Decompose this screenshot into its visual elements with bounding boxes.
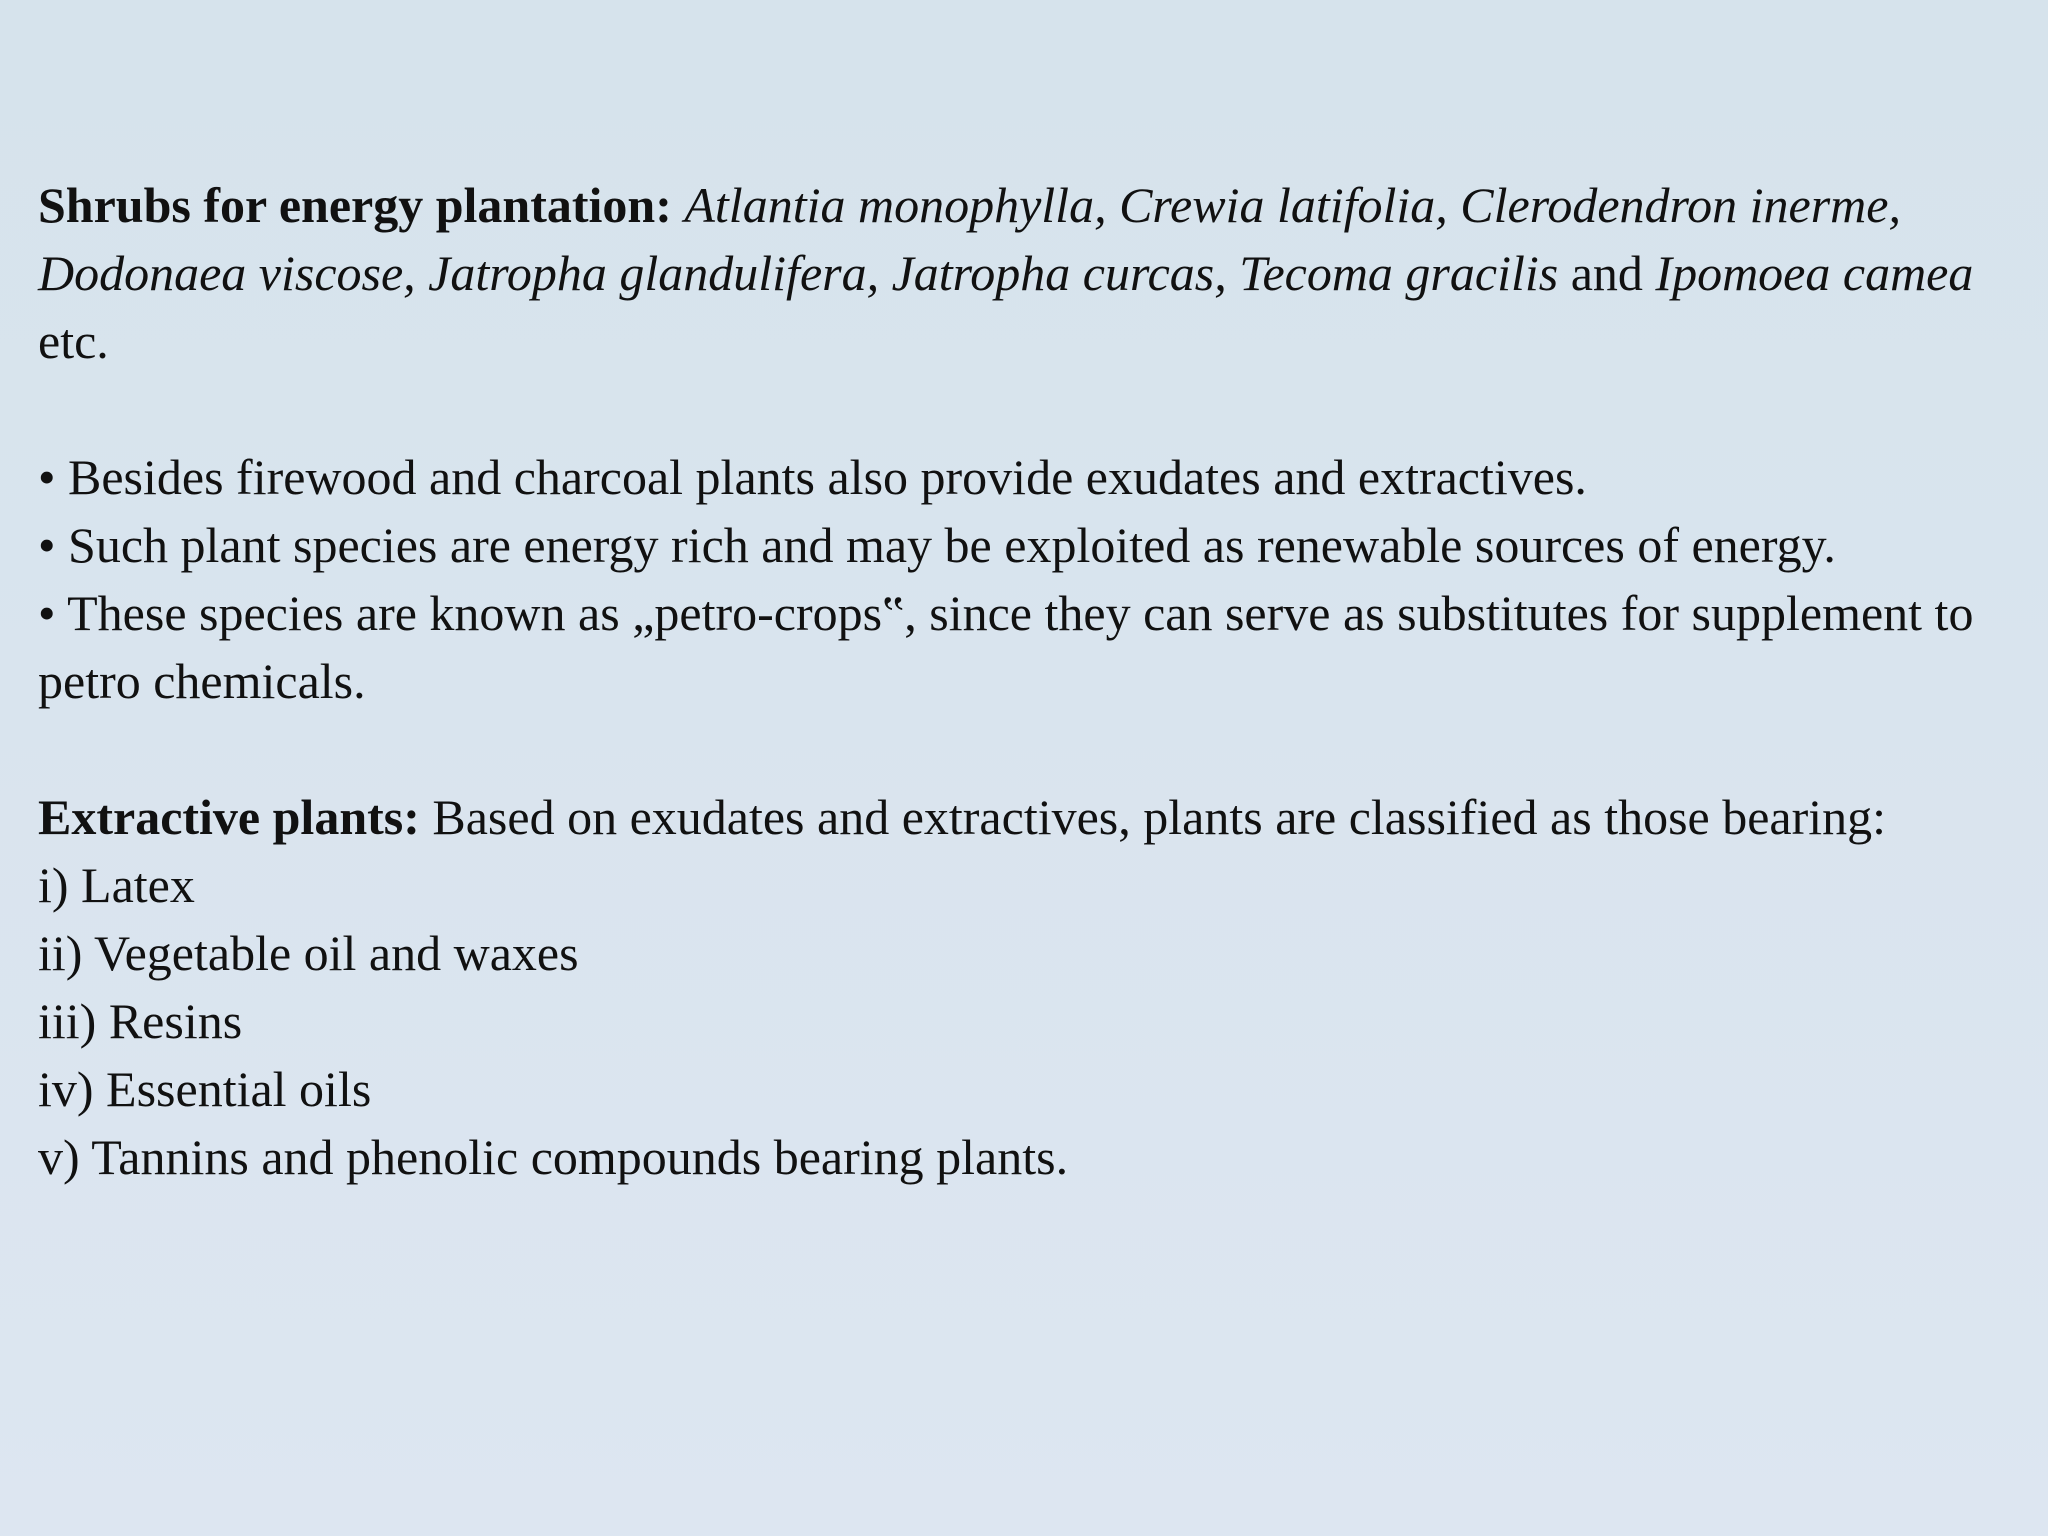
extractive-intro: Based on exudates and extractives, plants are classified as those bearing: [432,789,1887,845]
shrubs-heading: Shrubs for energy plantation: [38,177,672,233]
bullet-text: Such plant species are energy rich and may be exploited as renewable sources of energy. [68,517,1836,573]
spacer [38,375,1998,443]
bullet-text: Besides firewood and charcoal plants also provide exudates and extractives. [68,449,1587,505]
bullet-icon: • [38,585,56,641]
list-item: iv) Essential oils [38,1061,372,1117]
bullet-text: These species are known as „petro-crops‟, since they can serve as substitutes for supplement to petro chemicals. [38,585,1974,709]
extractive-heading: Extractive plants: [38,789,420,845]
bullet-item [38,443,1998,511]
list-item: i) Latex [38,857,195,913]
shrubs-connector: and [1570,245,1656,301]
list-item: ii) Vegetable oil and waxes [38,925,579,981]
bullet-icon: • [38,517,56,573]
bullet-item [38,579,1998,715]
shrubs-suffix: etc. [38,313,109,369]
extractive-paragraph [38,783,1998,851]
bullet-icon: • [38,449,56,505]
list-item: v) Tannins and phenolic compounds bearing plants. [38,1129,1069,1185]
spacer [38,715,1998,783]
shrubs-species-last: Ipomoea camea [1655,245,1974,301]
shrubs-species-list: Atlantia monophylla, Crewia latifolia, Clerodendron inerme, Dodonaea viscose, Jatropha glandulifera, Jatropha curcas, Tecoma gracilis [38,177,1901,301]
bullet-item [38,511,1998,579]
slide-content [38,171,1998,1191]
list-item: iii) Resins [38,993,243,1049]
shrubs-paragraph [38,171,1998,375]
